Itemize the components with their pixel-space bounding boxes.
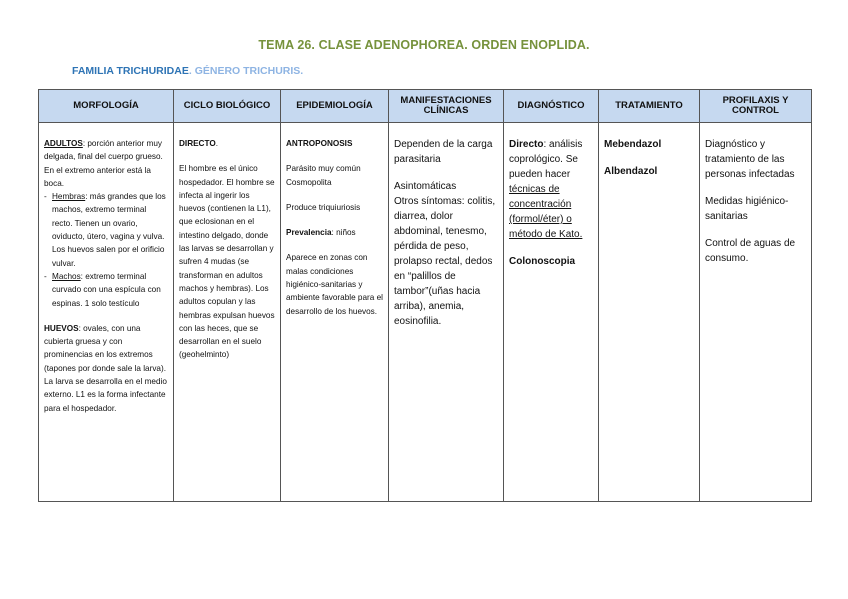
cell-manifestaciones <box>389 123 504 502</box>
machos-item <box>44 270 168 310</box>
epidemiologia-p2: Produce triquiuriosis <box>286 202 361 212</box>
hembras-text: : más grandes que los machos, extremo terminal recto. Tienen un ovario, oviducto, útero, vagina y vulva. Los huevos salen por el orificio vulvar. <box>52 192 166 268</box>
hembras-item <box>44 190 168 270</box>
manifestaciones-p1: Dependen de la carga parasitaria <box>394 139 493 165</box>
subtitle-separator: . <box>188 65 195 77</box>
cell-diagnostico <box>504 123 599 502</box>
genus-label: GÉNERO TRICHURIS. <box>194 65 304 77</box>
epidemiologia-p1: Parásito muy común Cosmopolita <box>286 164 361 187</box>
diagnostico-label: Directo <box>509 139 544 150</box>
epidemiologia-label: ANTROPONOSIS <box>286 139 353 148</box>
summary-table <box>38 89 812 502</box>
hembras-label: Hembras <box>52 192 86 202</box>
ciclo-label: DIRECTO <box>179 139 216 148</box>
diagnostico-colonoscopia: Colonoscopia <box>509 256 576 267</box>
ciclo-label-end: . <box>215 139 218 148</box>
ciclo-type <box>179 137 275 150</box>
table-row <box>39 123 812 502</box>
table-header-row <box>39 90 812 123</box>
hembras-dash: - <box>44 192 47 202</box>
profilaxis-p2: Medidas higiénico-sanitarias <box>705 196 789 222</box>
cell-tratamiento <box>599 123 700 502</box>
header-manifestaciones: MANIFESTACIONES CLÍNICAS <box>389 90 504 123</box>
machos-label: Machos <box>52 271 81 281</box>
adultos-text: : porción anterior muy delgada, final del cuerpo grueso. En el extremo anterior está la boca. <box>44 139 163 188</box>
manifestaciones-p2: Asintomáticas <box>394 181 457 192</box>
huevos-label: HUEVOS <box>44 323 79 333</box>
diagnostico-text: : análisis coprológico. Se pueden hacer <box>509 139 583 180</box>
diagnostico-techniques: técnicas de concentración (formol/éter) o método de Kato. <box>509 184 583 240</box>
header-diagnostico: DIAGNÓSTICO <box>504 90 599 123</box>
prevalencia-paragraph <box>286 226 383 239</box>
huevos-paragraph <box>44 322 168 415</box>
cell-epidemiologia <box>281 123 389 502</box>
cell-morfologia <box>39 123 174 502</box>
header-tratamiento: TRATAMIENTO <box>599 90 700 123</box>
epidemiologia-p4: Aparece en zonas con malas condiciones higiénico-sanitarias y ambiente favorable para el desarrollo de los huevos. <box>286 253 383 316</box>
manifestaciones-p3: Otros síntomas: colitis, diarrea, dolor abdominal, tenesmo, pérdida de peso, prolapso rectal, dedos en “palillos de tambor”(uñas hacia arriba), anemia, eosinofilia. <box>394 196 496 327</box>
prevalencia-text: : niños <box>331 228 356 238</box>
header-ciclo: CICLO BIOLÓGICO <box>174 90 281 123</box>
family-label: FAMILIA TRICHURIDAE <box>72 65 189 77</box>
huevos-text: : ovales, con una cubierta gruesa y con prominencias en los extremos (tapones por donde sale la larva). La larva se desarrolla en el medio externo. L1 es la forma infectante para el hospedador. <box>44 323 167 413</box>
machos-text: : extremo terminal curvado con una espícula con espinas. 1 solo testículo <box>52 271 161 308</box>
tratamiento-drug-1: Mebendazol <box>604 139 662 150</box>
page-title: TEMA 26. CLASE ADENOPHOREA. ORDEN ENOPLIDA. <box>258 38 590 52</box>
ciclo-text: El hombre es el único hospedador. El hombre se infecta al ingerir los huevos (contienen la L1), que eclosionan en el intestino delgado, donde las larvas se desarrollan y sufren 4 mudas (se transforman en adultos machos y hembras). Los adultos copulan y las hembras expulsan huevos con las heces, que se desarrollan en el suelo (geohelminto) <box>179 164 275 360</box>
profilaxis-p1: Diagnóstico y tratamiento de las personas infectadas <box>705 139 795 180</box>
diagnostico-paragraph <box>509 137 593 242</box>
page-subtitle <box>72 65 303 77</box>
prevalencia-label: Prevalencia <box>286 228 332 238</box>
profilaxis-p3: Control de aguas de consumo. <box>705 238 796 264</box>
header-epidemiologia: EPIDEMIOLOGÍA <box>281 90 389 123</box>
machos-dash: - <box>44 271 47 281</box>
tratamiento-drug-2: Albendazol <box>604 166 658 177</box>
cell-ciclo <box>174 123 281 502</box>
adultos-paragraph <box>44 137 168 190</box>
header-profilaxis: PROFILAXIS Y CONTROL <box>700 90 812 123</box>
adultos-label: ADULTOS <box>44 139 83 148</box>
header-morfologia: MORFOLOGÍA <box>39 90 174 123</box>
cell-profilaxis <box>700 123 812 502</box>
